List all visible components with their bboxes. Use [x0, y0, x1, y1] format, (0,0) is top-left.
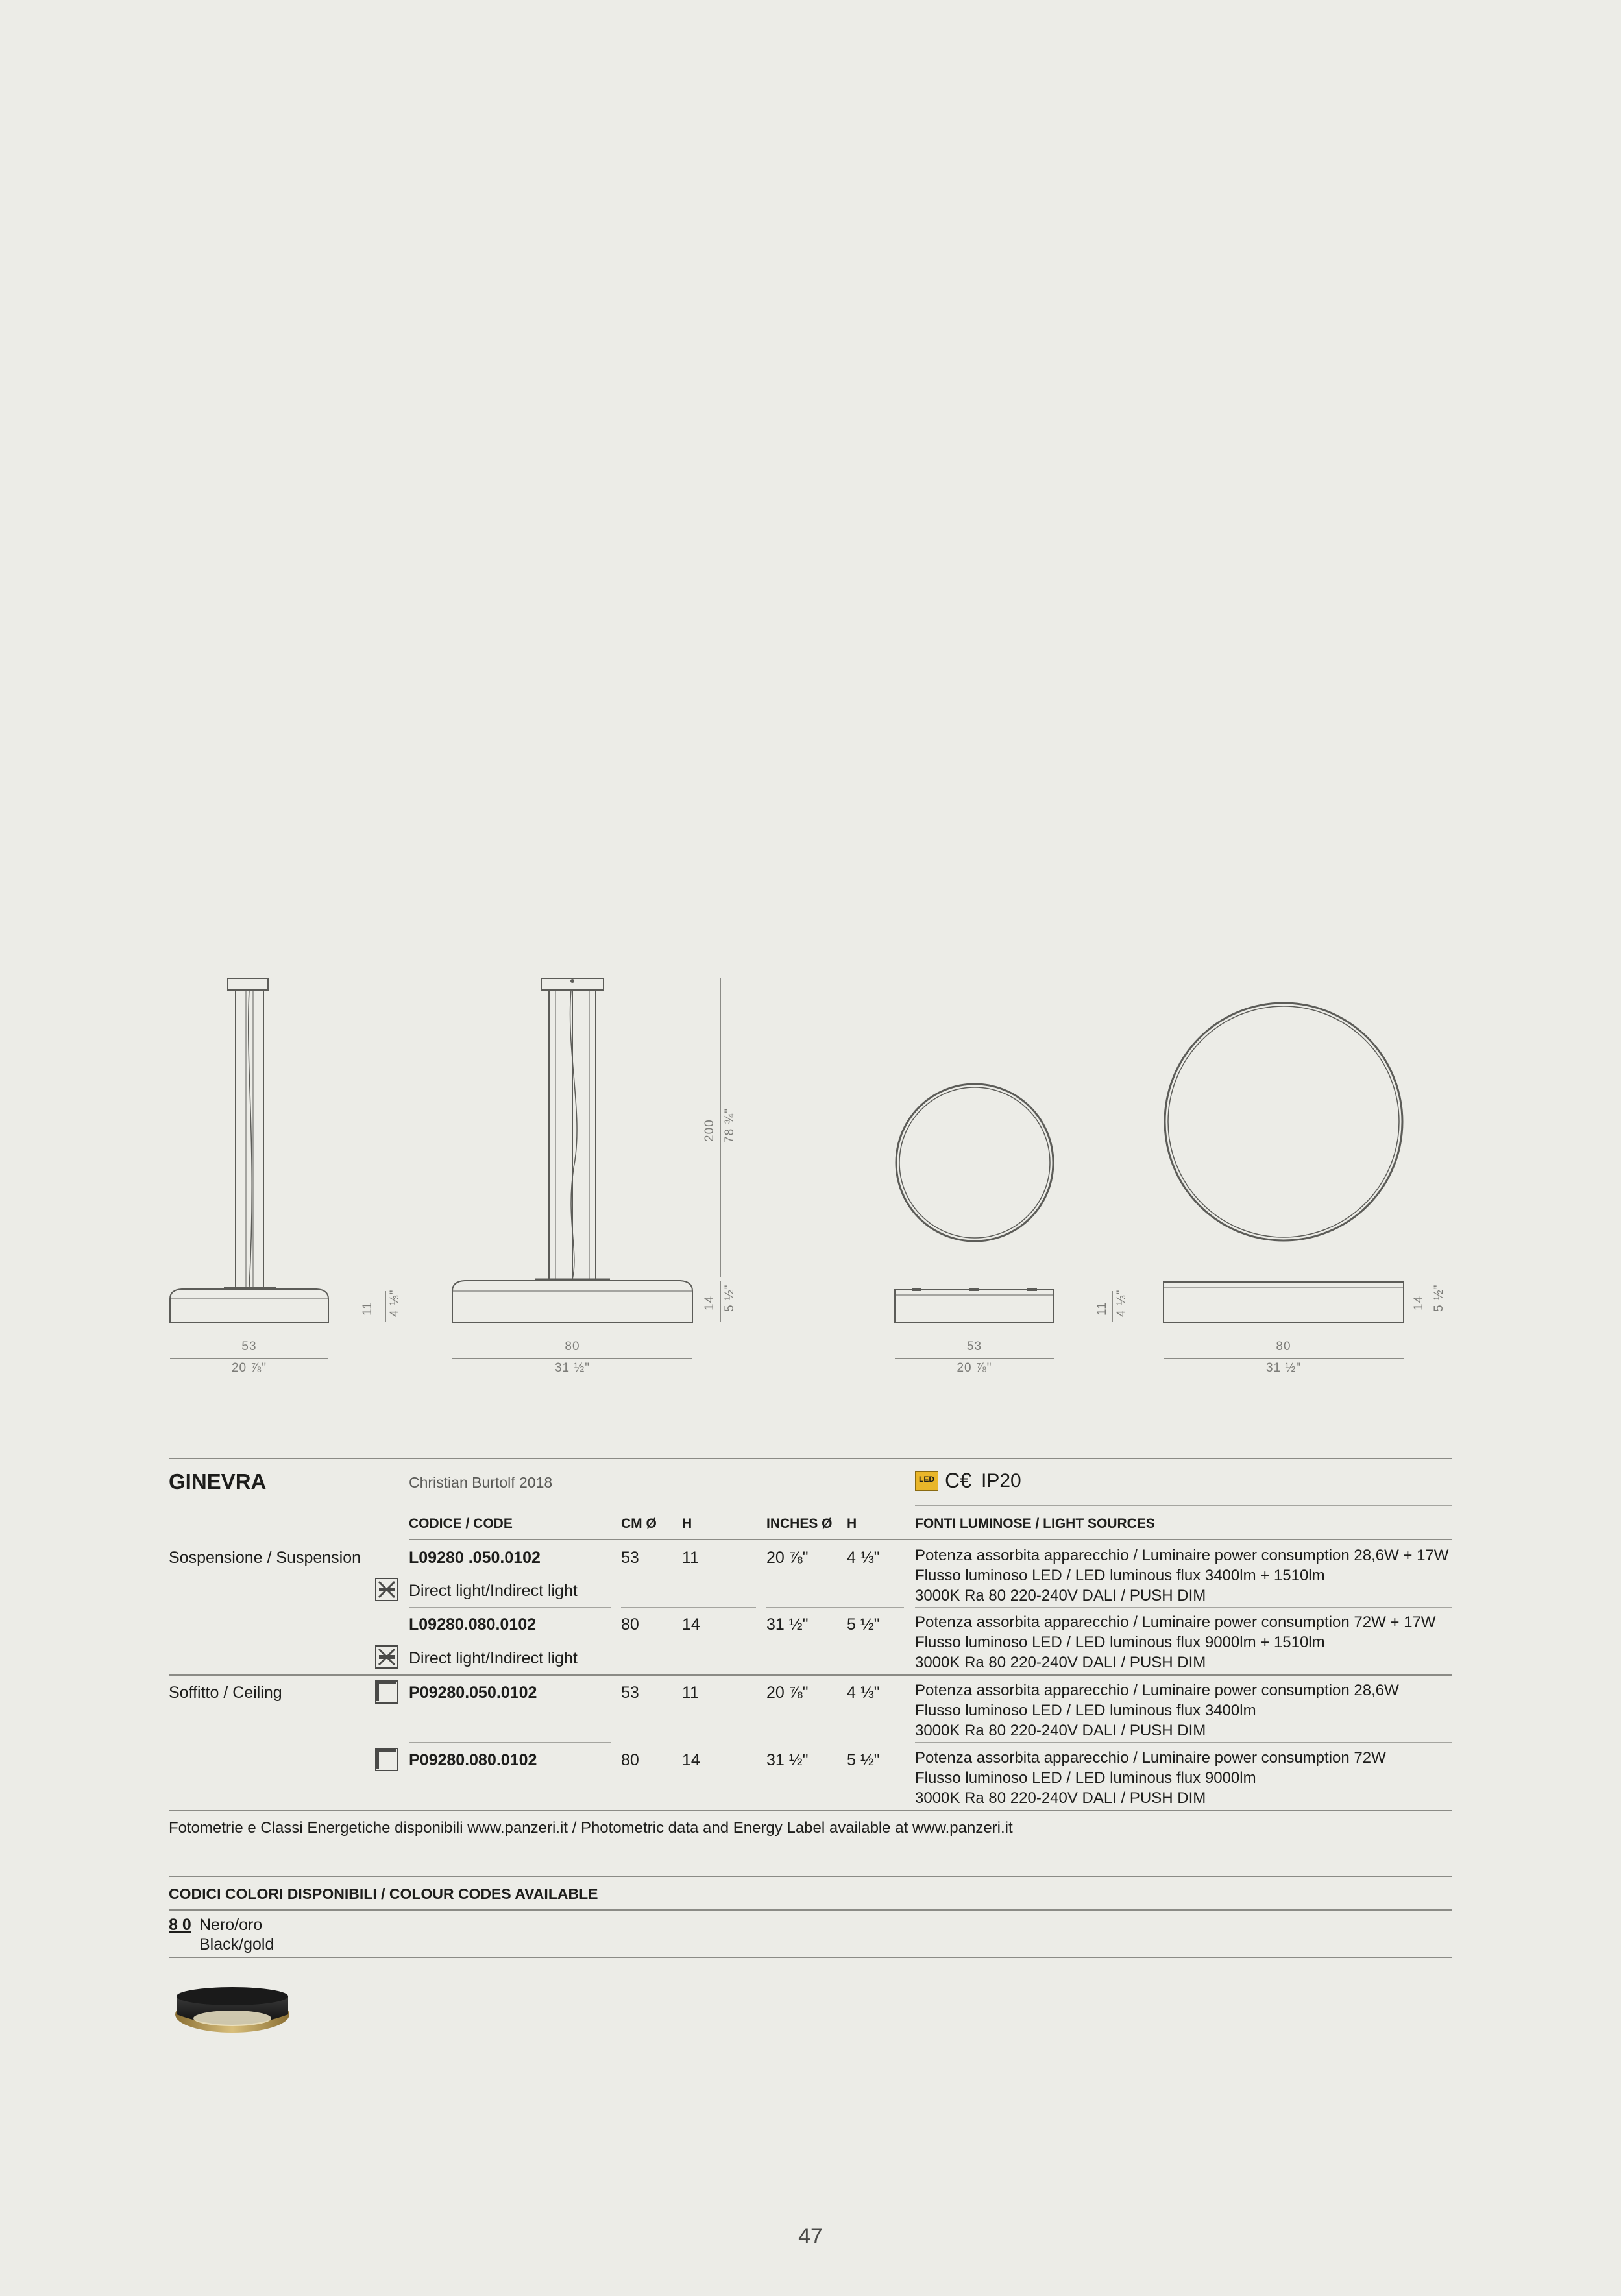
product-photo-black-gold [174, 1982, 304, 2040]
row-spec-power: Potenza assorbita apparecchio / Luminaire power consumption 28,6W [915, 1682, 1399, 1699]
row-cm-h: 11 [682, 1684, 699, 1702]
category-suspension: Sospensione / Suspension [169, 1549, 361, 1567]
header-cm-diam: CM Ø [621, 1516, 657, 1531]
row-cm-diam: 80 [621, 1615, 639, 1634]
row-spec-flux: Flusso luminoso LED / LED luminous flux 3400lm [915, 1702, 1256, 1719]
row-spec-power: Potenza assorbita apparecchio / Luminaire power consumption 72W + 17W [915, 1613, 1436, 1631]
ceiling-small-width-cm: 53 [966, 1340, 982, 1353]
row-in-diam: 31 ½" [766, 1751, 809, 1769]
row-in-h: 5 ½" [847, 1751, 880, 1769]
pendant-large-total-in: 78 ¾" [723, 1107, 737, 1143]
row-spec-flux: Flusso luminoso LED / LED luminous flux 9000lm + 1510lm [915, 1634, 1325, 1651]
row-cm-h: 14 [682, 1615, 700, 1634]
ceiling-large-height-cm: 14 [1412, 1295, 1426, 1311]
row-in-h: 5 ½" [847, 1615, 880, 1634]
direct-indirect-light-icon [375, 1645, 398, 1669]
led-badge [915, 1471, 938, 1491]
row-cm-h: 11 [682, 1549, 699, 1567]
colour-name-en: Black/gold [199, 1935, 274, 1953]
row-cm-h: 14 [682, 1751, 700, 1769]
photometric-footnote: Fotometrie e Classi Energetiche disponibili www.panzeri.it / Photometric data and Energy Label available at www.panzeri.it [169, 1819, 1013, 1837]
page-number: 47 [798, 2224, 823, 2249]
row-in-diam: 20 ⅞" [766, 1684, 809, 1702]
pendant-small-width-cm: 53 [241, 1340, 257, 1353]
row-light-type: Direct light/Indirect light [409, 1649, 578, 1667]
colour-codes-title: CODICI COLORI DISPONIBILI / COLOUR CODES AVAILABLE [169, 1885, 598, 1902]
row-specs [915, 1545, 1448, 1606]
ceiling-light-icon [375, 1680, 398, 1704]
pendant-large-height-cm: 14 [703, 1295, 716, 1311]
led-badge-label: LED [919, 1475, 934, 1484]
pendant-large-total-cm: 200 [703, 1119, 716, 1142]
pendant-large-width-cm: 80 [565, 1340, 580, 1353]
ceiling-small-height-in: 4 ⅓" [1115, 1289, 1128, 1317]
pendant-small-height-in: 4 ⅓" [388, 1289, 402, 1317]
ceiling-large-height-in: 5 ½" [1432, 1284, 1446, 1312]
header-in-h: H [847, 1516, 857, 1531]
row-spec-flux: Flusso luminoso LED / LED luminous flux 3400lm + 1510lm [915, 1567, 1325, 1584]
product-name: GINEVRA [169, 1469, 267, 1493]
header-cm-h: H [682, 1516, 692, 1531]
row-code: P09280.050.0102 [409, 1684, 537, 1702]
row-spec-temp: 3000K Ra 80 220-240V DALI / PUSH DIM [915, 1722, 1206, 1739]
row-code: L09280 .050.0102 [409, 1549, 541, 1567]
ceiling-small-height-cm: 11 [1095, 1301, 1109, 1316]
row-in-h: 4 ⅓" [847, 1684, 880, 1702]
pendant-large-width-in: 31 ½" [554, 1361, 590, 1375]
direct-indirect-light-icon [375, 1578, 398, 1601]
pendant-small-width-in: 20 ⅞" [231, 1361, 267, 1375]
ceiling-light-icon [375, 1748, 398, 1771]
ceiling-large-width-cm: 80 [1276, 1340, 1291, 1353]
row-light-type: Direct light/Indirect light [409, 1582, 578, 1600]
row-spec-power: Potenza assorbita apparecchio / Luminaire power consumption 28,6W + 17W [915, 1547, 1449, 1564]
row-in-diam: 20 ⅞" [766, 1549, 809, 1567]
row-spec-power: Potenza assorbita apparecchio / Luminaire power consumption 72W [915, 1749, 1386, 1767]
row-cm-diam: 53 [621, 1549, 639, 1567]
row-spec-temp: 3000K Ra 80 220-240V DALI / PUSH DIM [915, 1587, 1206, 1604]
ceiling-small-width-in: 20 ⅞" [957, 1361, 992, 1375]
row-spec-temp: 3000K Ra 80 220-240V DALI / PUSH DIM [915, 1789, 1206, 1807]
pendant-large-height-in: 5 ½" [723, 1284, 737, 1312]
header-in-diam: INCHES Ø [766, 1516, 833, 1531]
row-code: L09280.080.0102 [409, 1615, 537, 1634]
row-specs [915, 1748, 1386, 1808]
designer: Christian Burtolf 2018 [409, 1474, 553, 1491]
ceiling-large-width-in: 31 ½" [1265, 1361, 1301, 1375]
category-ceiling: Soffitto / Ceiling [169, 1684, 282, 1702]
row-cm-diam: 80 [621, 1751, 639, 1769]
header-code: CODICE / CODE [409, 1516, 513, 1531]
header-sources: FONTI LUMINOSE / LIGHT SOURCES [915, 1516, 1155, 1531]
row-cm-diam: 53 [621, 1684, 639, 1702]
row-spec-temp: 3000K Ra 80 220-240V DALI / PUSH DIM [915, 1654, 1206, 1671]
row-in-h: 4 ⅓" [847, 1549, 880, 1567]
ip-rating: IP20 [981, 1470, 1021, 1492]
row-code: P09280.080.0102 [409, 1751, 537, 1769]
row-specs [915, 1612, 1435, 1673]
row-spec-flux: Flusso luminoso LED / LED luminous flux 9000lm [915, 1769, 1256, 1787]
colour-name-it: Nero/oro [199, 1916, 263, 1934]
row-in-diam: 31 ½" [766, 1615, 809, 1634]
pendant-small-height-cm: 11 [361, 1301, 374, 1316]
ce-mark-icon: C€ [945, 1469, 971, 1492]
colour-code: 8 0 [169, 1916, 191, 1934]
row-specs [915, 1680, 1399, 1741]
